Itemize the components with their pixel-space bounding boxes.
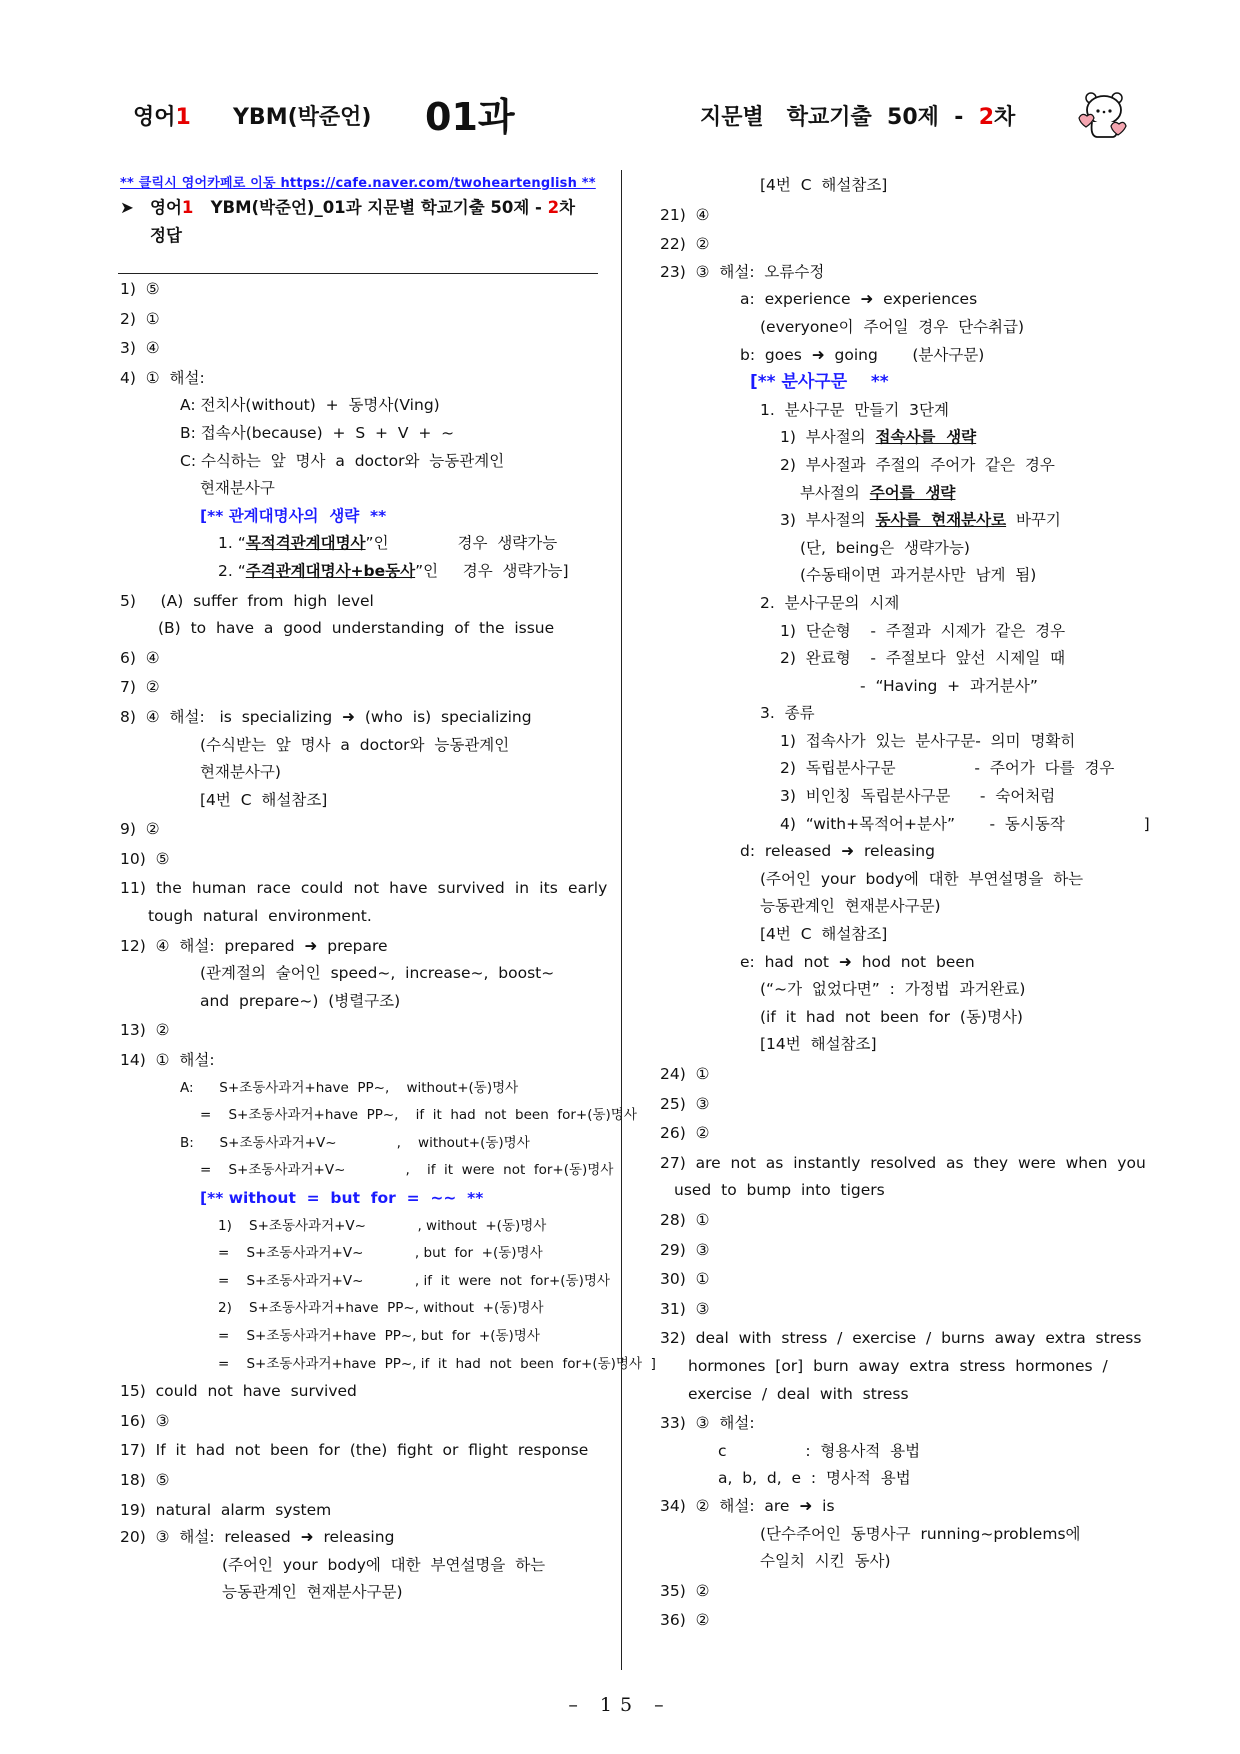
- answer-13: 13) ②: [120, 1021, 170, 1040]
- answer-11-b: tough natural environment.: [148, 907, 372, 926]
- answer-3: 3) ④: [120, 339, 160, 358]
- answer-23-d-2: (주어인 your body에 대한 부연설명을 하는: [760, 869, 1084, 888]
- answer-20-c: 능동관계인 현재분사구문): [222, 1583, 403, 1602]
- answer-35: 35) ②: [660, 1581, 710, 1600]
- note-participle-2: 2. 분사구문의 시제: [760, 593, 900, 612]
- answer-14: 14) ① 해설:: [120, 1051, 215, 1070]
- answer-25: 25) ③: [660, 1094, 710, 1113]
- note-participle-1-3c: (수동태이면 과거분사만 남게 됨): [800, 566, 1037, 585]
- note-emphasis: 주격관계대명사+be동사: [245, 561, 416, 580]
- answer-33-a: c : 형용사적 용법: [718, 1441, 921, 1460]
- left-column: [120, 174, 656, 1607]
- answer-12: 12) ④ 해설: prepared ➜ prepare: [120, 936, 388, 955]
- title-rest: YBM(박준언)_01과 지문별 학교기출 50제 -: [193, 198, 548, 217]
- section-title: [120, 194, 600, 222]
- answer-23: 23) ③ 해설: 오류수정: [660, 262, 825, 281]
- note-emphasis: 주어를 생략: [869, 483, 956, 502]
- answer-27-b: used to bump into tigers: [674, 1181, 885, 1200]
- answer-34: 34) ② 해설: are ➜ is: [660, 1496, 835, 1515]
- answer-8-d: [4번 C 해설참조]: [200, 790, 328, 809]
- note-participle-1: 1. 분사구문 만들기 3단계: [760, 400, 949, 419]
- note-prefix: 3) 부사절의: [780, 511, 876, 530]
- answer-5-a: 5) (A) suffer from high level: [120, 591, 374, 610]
- note-participle-2-2: 2) 완료형 - 주절보다 앞선 시제일 때: [780, 649, 1066, 668]
- title-round-suffix: 차: [559, 198, 576, 217]
- answer-12-b: (관계절의 술어인 speed~, increase~, boost~: [200, 964, 555, 983]
- note-prefix: 부사절의: [800, 483, 870, 502]
- note-without-1: 1) S+조동사과거+V~ , without +(동)명사: [218, 1217, 547, 1234]
- title-grade: 1: [181, 198, 194, 217]
- note-without-6: = S+조동사과거+have PP~, if it had not been for+(동)명사 ]: [218, 1355, 656, 1372]
- title-subject: 영어: [150, 198, 182, 217]
- answer-18: 18) ⑤: [120, 1470, 170, 1489]
- answer-4-b: B: 접속사(because) + S + V + ~: [180, 423, 455, 442]
- header-publisher: YBM(박준언): [233, 105, 372, 130]
- answer-27: 27) are not as instantly resolved as they were when you: [660, 1153, 1146, 1172]
- answer-20-b: (주어인 your body에 대한 부연설명을 하는: [222, 1555, 546, 1574]
- answer-32-c: exercise / deal with stress: [688, 1384, 909, 1403]
- note-emphasis: 목적격관계대명사: [245, 534, 366, 553]
- answer-32: 32) deal with stress / exercise / burns away extra stress: [660, 1329, 1142, 1348]
- arrow-bullet-icon: ➤: [120, 198, 134, 217]
- answer-9: 9) ②: [120, 820, 160, 839]
- answer-20: 20) ③ 해설: released ➜ releasing: [120, 1528, 395, 1547]
- column-divider: [621, 170, 622, 1670]
- answer-7: 7) ②: [120, 678, 160, 697]
- answer-31: 31) ③: [660, 1299, 710, 1318]
- answer-33: 33) ③ 해설:: [660, 1414, 755, 1433]
- answer-23-e-4: [14번 해설참조]: [760, 1035, 877, 1054]
- header-title: [700, 100, 1015, 131]
- note-participle-1-3b: (단, being은 생략가능): [800, 538, 970, 557]
- answer-26: 26) ②: [660, 1124, 710, 1143]
- note-participle-1-1: [660, 424, 1130, 452]
- note-emphasis: 동사를 현재분사로: [875, 511, 1007, 530]
- answer-10: 10) ⑤: [120, 849, 170, 868]
- section-subtitle: 정답: [150, 226, 182, 245]
- note-participle-1-2b: [660, 480, 1130, 508]
- answer-14-b-eq: = S+조동사과거+V~ , if it were not for+(동)명사: [200, 1162, 614, 1179]
- answer-14-a: A: S+조동사과거+have PP~, without+(동)명사: [180, 1079, 519, 1096]
- cafe-link[interactable]: ** 클릭시 영어카페로 이동 https://cafe.naver.com/twoheartenglish **: [120, 176, 596, 191]
- answer-30: 30) ①: [660, 1270, 710, 1289]
- round-number: 2: [978, 105, 995, 130]
- answer-29: 29) ③: [660, 1240, 710, 1259]
- answer-33-b: a, b, d, e : 명사적 용법: [718, 1469, 911, 1488]
- note-participle-2-3: - “Having + 과거분사”: [860, 676, 1038, 695]
- note-suffix: ”인 경우 생략가능: [365, 534, 558, 553]
- answer-23-d-4: [4번 C 해설참조]: [760, 925, 888, 944]
- note-relative-pronoun: [** 관계대명사의 생략 **: [200, 506, 387, 525]
- note-participle-1-2: 2) 부사절과 주절의 주어가 같은 경우: [780, 455, 1055, 474]
- answer-23-a: a: experience ➜ experiences: [740, 290, 978, 309]
- answer-14-a-eq: = S+조동사과거+have PP~, if it had not been for+(동)명사: [200, 1107, 637, 1124]
- title-round: 2: [547, 198, 560, 217]
- answer-34-b: (단수주어인 동명사구 running~problems에: [760, 1524, 1081, 1543]
- answer-23-b: b: goes ➜ going (분사구문): [740, 345, 985, 364]
- round-suffix: 차: [994, 105, 1016, 130]
- answer-14-b: B: S+조동사과거+V~ , without+(동)명사: [180, 1134, 530, 1151]
- answer-16: 16) ③: [120, 1411, 170, 1430]
- answer-8-b: (수식받는 앞 명사 a doctor와 능동관계인: [200, 735, 510, 754]
- answer-8-c: 현재분사구): [200, 763, 281, 782]
- answer-34-c: 수일치 시킨 동사): [760, 1552, 891, 1571]
- answer-23-e: e: had not ➜ hod not been: [740, 952, 975, 971]
- answer-17: 17) If it had not been for (the) fight or flight response: [120, 1441, 589, 1460]
- note-emphasis: 접속사를 생략: [875, 428, 977, 447]
- answer-4-c-cont: 현재분사구: [200, 479, 275, 498]
- answer-23-e-2: (“~가 없었다면” : 가정법 과거완료): [760, 980, 1026, 999]
- note-without-2: = S+조동사과거+V~ , but for +(동)명사: [218, 1245, 543, 1262]
- note-without: [** without = but for = ~~ **: [200, 1189, 484, 1207]
- note-participle-3: 3. 종류: [760, 704, 815, 723]
- note-participle-2-1: 1) 단순형 - 주절과 시제가 같은 경우: [780, 621, 1066, 640]
- grade-number: 1: [175, 105, 191, 130]
- answer-11: 11) the human race could not have survived in its early: [120, 879, 608, 898]
- answer-15: 15) could not have survived: [120, 1382, 357, 1401]
- answer-4-a: A: 전치사(without) + 동명사(Ving): [180, 396, 440, 415]
- bear-with-hearts-icon: [1075, 88, 1133, 140]
- note-participle-3-2: 2) 독립분사구문 - 주어가 다를 경우: [780, 759, 1115, 778]
- answer-23-d: d: released ➜ releasing: [740, 842, 935, 861]
- answer-20-d: [4번 C 해설참조]: [760, 176, 888, 194]
- answer-19: 19) natural alarm system: [120, 1500, 332, 1519]
- note-prefix: 2. “: [218, 561, 246, 580]
- answer-1: 1) ⑤: [120, 280, 160, 298]
- note-prefix: 1. “: [218, 534, 246, 553]
- note-item-2: [120, 558, 600, 586]
- note-item-1: [120, 530, 600, 558]
- note-participle-3-1: 1) 접속사가 있는 분사구문- 의미 명확히: [780, 731, 1076, 750]
- right-column: [660, 172, 1150, 1635]
- subject-text: 영어: [133, 105, 176, 130]
- answer-23-d-3: 능동관계인 현재분사구문): [760, 897, 941, 916]
- answer-21: 21) ④: [660, 205, 710, 224]
- note-participle: [** 분사구문 **: [750, 372, 889, 393]
- note-participle-3-3: 3) 비인칭 독립분사구문 - 숙어처럼: [780, 787, 1056, 806]
- answer-24: 24) ①: [660, 1065, 710, 1083]
- header-subject: [133, 100, 191, 131]
- answer-5-b: (B) to have a good understanding of the issue: [158, 619, 555, 638]
- note-without-5: = S+조동사과거+have PP~, but for +(동)명사: [218, 1327, 540, 1344]
- note-suffix: 바꾸기: [1006, 511, 1061, 530]
- answer-4: 4) ① 해설:: [120, 368, 205, 387]
- note-participle-3-4: 4) “with+목적어+분사” - 동시동작 ]: [780, 814, 1150, 833]
- answer-23-a-note: (everyone이 주어일 경우 단수취급): [760, 317, 1025, 336]
- answer-22: 22) ②: [660, 235, 710, 254]
- answer-32-b: hormones [or] burn away extra stress hormones /: [688, 1356, 1108, 1375]
- answer-23-e-3: (if it had not been for (동)명사): [760, 1007, 1023, 1026]
- answer-2: 2) ①: [120, 309, 160, 328]
- note-suffix: ”인 경우 생략가능]: [415, 561, 569, 580]
- answer-4-c: C: 수식하는 앞 명사 a doctor와 능동관계인: [180, 451, 505, 470]
- note-without-4: 2) S+조동사과거+have PP~, without +(동)명사: [218, 1300, 544, 1317]
- note-without-3: = S+조동사과거+V~ , if it were not for+(동)명사: [218, 1272, 610, 1289]
- answer-6: 6) ④: [120, 648, 160, 667]
- answer-12-c: and prepare~) (병렬구조): [200, 991, 401, 1010]
- page-number: – 15 –: [568, 1694, 672, 1716]
- note-prefix: 1) 부사절의: [780, 428, 876, 447]
- answer-36: 36) ②: [660, 1611, 710, 1630]
- answer-28: 28) ①: [660, 1210, 710, 1229]
- title-prefix: 지문별 학교기출 50제 -: [700, 105, 979, 130]
- answer-8: 8) ④ 해설: is specializing ➜ (who is) specializing: [120, 707, 532, 726]
- note-participle-1-3: [660, 507, 1130, 535]
- section-title-text: [150, 194, 575, 222]
- header-lesson: 01과: [425, 95, 515, 139]
